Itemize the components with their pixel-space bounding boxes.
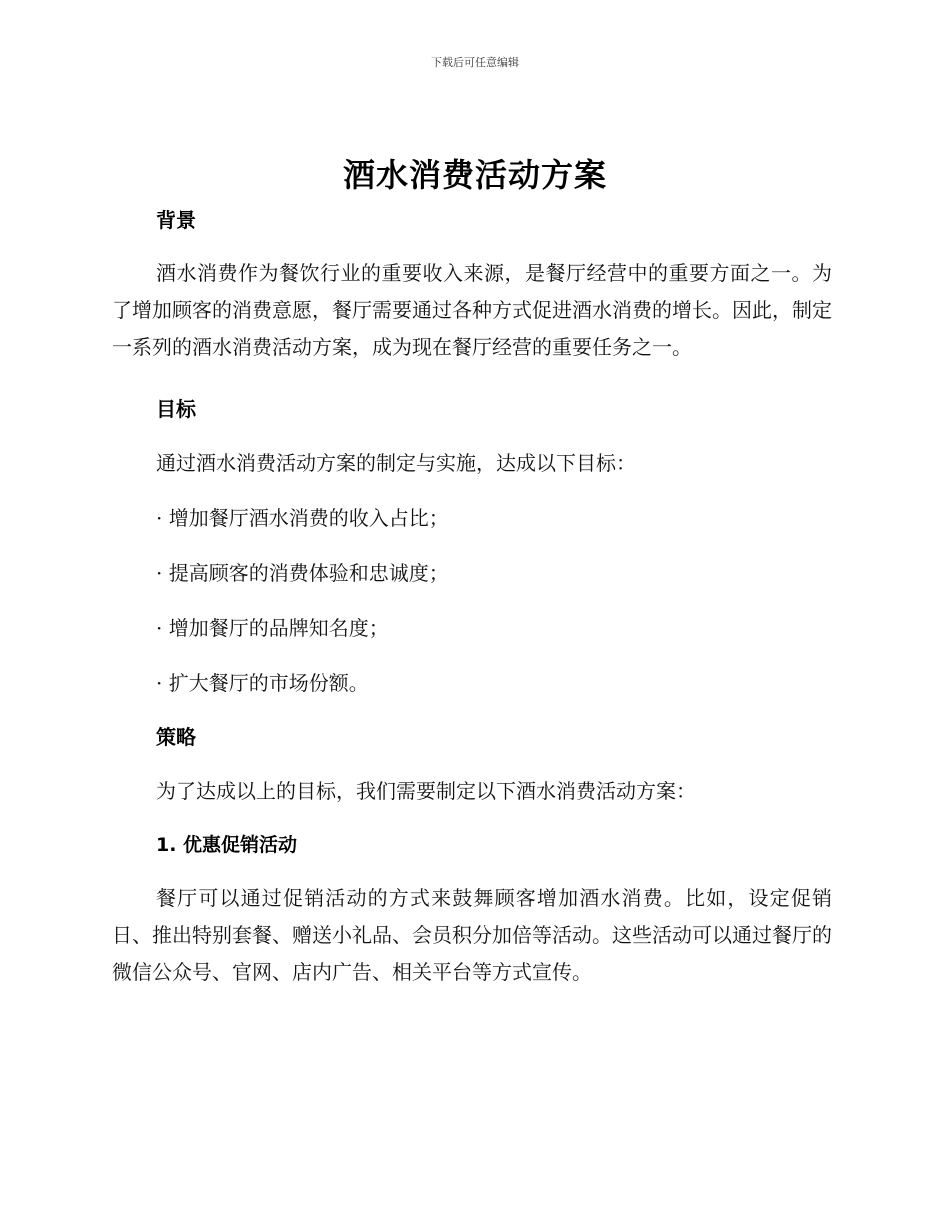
- section-heading-background: 背景: [156, 208, 196, 232]
- document-body: [112, 205, 832, 991]
- goal-item: · 增加餐厅酒水消费的收入占比；: [156, 506, 449, 530]
- subheading-promotions: 1. 优惠促销活动: [156, 834, 298, 856]
- goals-intro: 通过酒水消费活动方案的制定与实施，达成以下目标：: [156, 451, 636, 475]
- goal-item: · 提高顾客的消费体验和忠诚度；: [156, 561, 449, 585]
- goal-item: · 扩大餐厅的市场份额。: [156, 671, 369, 695]
- header-note: 下载后可任意编辑: [431, 56, 519, 69]
- promotions-paragraph: 餐厅可以通过促销活动的方式来鼓舞顾客增加酒水消费。比如，设定促销日、推出特别套餐、赠送小礼品、会员积分加倍等活动。这些活动可以通过餐厅的微信公众号、官网、店内广告、相关平台等方式宣传。: [112, 886, 832, 984]
- document-title: 酒水消费活动方案: [342, 156, 607, 194]
- section-heading-strategy: 策略: [156, 725, 196, 749]
- section-heading-goals: 目标: [156, 397, 196, 421]
- strategy-intro: 为了达成以上的目标，我们需要制定以下酒水消费活动方案：: [156, 779, 696, 803]
- goal-item: · 增加餐厅的品牌知名度；: [156, 616, 389, 640]
- background-paragraph: 酒水消费作为餐饮行业的重要收入来源，是餐厅经营中的重要方面之一。为了增加顾客的消费意愿，餐厅需要通过各种方式促进酒水消费的增长。因此，制定一系列的酒水消费活动方案，成为现在餐厅经营的重要任务之一。: [112, 261, 832, 359]
